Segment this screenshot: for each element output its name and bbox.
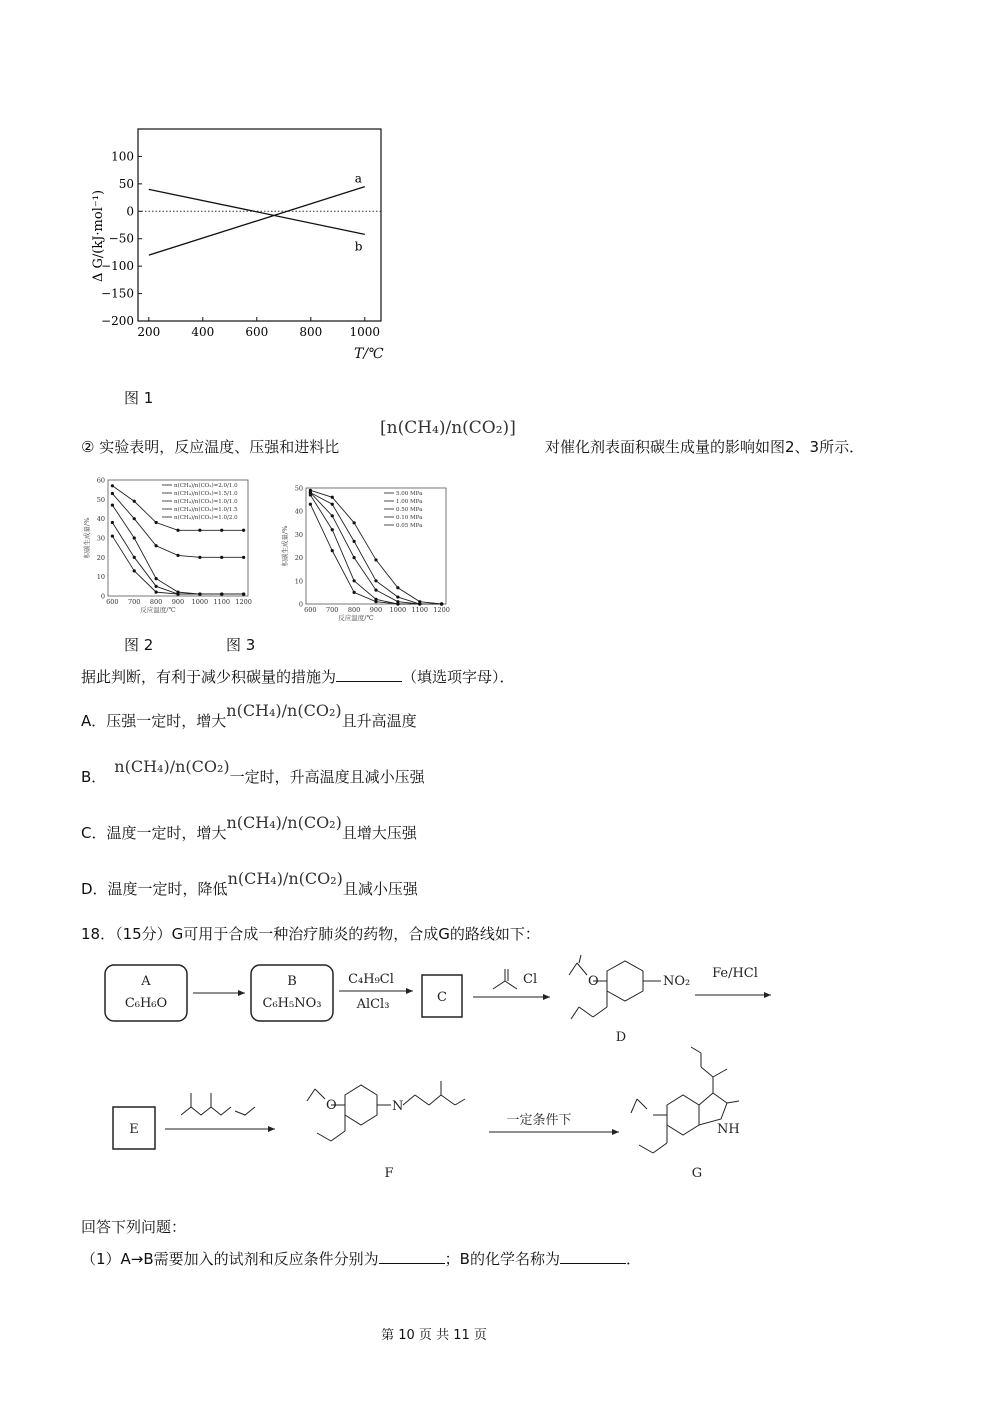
f2-ytick-label: 10 — [96, 573, 105, 582]
f2-ytick-label: 50 — [96, 495, 105, 504]
f3-data-point — [440, 602, 443, 605]
q2-text-after: 对催化剂表面积碳生成量的影响如图2、3所示． — [545, 438, 865, 456]
f2-data-point — [111, 521, 114, 524]
compound-a-formula: C₆H₆O — [124, 996, 168, 1011]
f3-ytick-label: 0 — [298, 600, 303, 609]
ethyl-acetoacetate-structure — [181, 1093, 255, 1115]
f3-ylabel: 积碳生成量/% — [281, 525, 289, 567]
compound-e-label: E — [129, 1122, 139, 1137]
f2-data-point — [111, 534, 114, 537]
compound-f-label: F — [384, 1166, 394, 1181]
figure1-xtick-label: 200 — [137, 325, 161, 339]
f3-legend-label: 5.00 MPa — [396, 491, 423, 497]
f2-data-point — [111, 492, 114, 495]
chlorine-label: Cl — [523, 972, 538, 987]
f3-ytick-label: 30 — [294, 530, 303, 539]
synthesis-scheme — [95, 955, 785, 1185]
f3-xtick-label: 1200 — [433, 606, 450, 614]
figure3-plot — [280, 485, 450, 623]
figure1-ytick-label: 100 — [111, 149, 134, 164]
compound-d-label: D — [615, 1030, 627, 1045]
figure1-series-label: a — [354, 171, 362, 186]
f2-legend-label: n(CH₄)/n(CO₂)=1.5/1.0 — [174, 491, 238, 497]
f3-data-point — [331, 496, 334, 499]
f3-data-point — [418, 602, 421, 605]
f2-ytick-label: 40 — [96, 515, 105, 524]
reagent-fe-hcl: Fe/HCl — [712, 966, 758, 981]
compound-g-label: G — [691, 1166, 703, 1181]
option-d-ratio: n(CH₄)/n(CO₂) — [227, 869, 343, 888]
sub1-part-c: ． — [625, 1250, 641, 1268]
judge-text-after: （填选项字母）． — [402, 668, 515, 686]
f3-ytick-label: 10 — [294, 577, 303, 586]
acetyl-chloride-structure — [493, 969, 517, 989]
f2-data-point — [220, 556, 223, 559]
f2-data-point — [111, 484, 114, 487]
f3-data-point — [309, 493, 312, 496]
f2-data-point — [176, 592, 179, 595]
f3-data-point — [374, 600, 377, 603]
f3-data-point — [374, 588, 377, 591]
option-c-post: 且增大压强 — [341, 824, 417, 842]
figure1-ylabel: Δ G/(kJ·mol⁻¹) — [91, 189, 106, 283]
f2-xtick-label: 1000 — [191, 598, 209, 606]
f2-data-point — [155, 544, 158, 547]
compound-c-label: C — [437, 990, 447, 1005]
f2-xtick-label: 600 — [106, 598, 119, 606]
option-c-ratio: n(CH₄)/n(CO₂) — [226, 813, 342, 832]
compound-b-formula: C₆H₅NO₃ — [262, 996, 322, 1011]
f3-ytick-label: 20 — [294, 554, 303, 563]
f2-ytick-label: 30 — [96, 534, 105, 543]
judge-text-before: 据此判断，有利于减少积碳量的措施为 — [81, 668, 337, 686]
f3-legend-label: 1.00 MPa — [396, 499, 423, 505]
reagent-c4h9cl: C₄H₉Cl — [348, 972, 394, 987]
f3-data-point — [396, 586, 399, 589]
figure1-series-label: b — [354, 239, 363, 254]
f2-data-point — [155, 585, 158, 588]
f2-xlabel: 反应温度/℃ — [140, 606, 176, 614]
compound-b-label: B — [287, 974, 297, 989]
q18-title: 18．（15分）G可用于合成一种治疗肺炎的药物，合成G的路线如下： — [81, 925, 540, 943]
figure2-chart — [80, 472, 255, 622]
f2-ytick-label: 0 — [100, 592, 105, 601]
f2-data-point — [198, 529, 201, 532]
option-c-pre: C．温度一定时，增大 — [81, 824, 227, 842]
f3-data-point — [396, 602, 399, 605]
f2-ytick-label: 20 — [96, 553, 105, 562]
option-a-pre: A．压强一定时，增大 — [81, 712, 227, 730]
f2-data-point — [242, 529, 245, 532]
f2-data-point — [155, 521, 158, 524]
sub-question-1 — [81, 1248, 641, 1269]
f3-ytick-label: 50 — [294, 484, 303, 493]
option-d-pre: D．温度一定时，降低 — [81, 880, 228, 898]
figure1-series-b — [149, 189, 365, 234]
figure1-xtick-label: 400 — [191, 325, 215, 339]
f2-xtick-label: 900 — [171, 598, 185, 606]
f2-data-point — [198, 592, 201, 595]
figure1-xlabel: T/℃ — [354, 346, 384, 362]
figure1-ytick-label: 50 — [118, 176, 134, 191]
answer-blank-2[interactable] — [560, 1251, 626, 1264]
figure1-ytick-label: −150 — [101, 286, 134, 301]
page-footer: 第 10 页 共 11 页 — [381, 1328, 487, 1343]
f3-xtick-label: 800 — [347, 606, 361, 614]
f3-data-point — [353, 579, 356, 582]
f3-xtick-label: 900 — [369, 606, 383, 614]
option-d — [81, 869, 418, 899]
f3-data-point — [331, 549, 334, 552]
option-b-ratio: n(CH₄)/n(CO₂) — [114, 757, 230, 776]
f2-data-point — [242, 592, 245, 595]
option-b-pre: B． — [81, 768, 107, 786]
f2-legend-label: n(CH₄)/n(CO₂)=1.0/2.0 — [174, 515, 238, 521]
f2-data-point — [242, 556, 245, 559]
f3-data-point — [331, 514, 334, 517]
f3-data-point — [353, 591, 356, 594]
f2-series-line — [112, 536, 243, 594]
f2-legend-label: n(CH₄)/n(CO₂)=1.0/1.5 — [174, 507, 238, 513]
f3-xtick-label: 600 — [304, 606, 317, 614]
f2-data-point — [155, 591, 158, 594]
f-oxygen-label: O — [326, 1098, 337, 1113]
figure1-series-a — [149, 187, 365, 256]
f3-data-point — [353, 556, 356, 559]
compound-a-label: A — [141, 974, 151, 989]
f2-data-point — [176, 554, 179, 557]
figure1-plot — [101, 129, 381, 339]
option-d-post: 且减小压强 — [342, 880, 418, 898]
option-a-ratio: n(CH₄)/n(CO₂) — [226, 701, 342, 720]
f2-xtick-label: 1100 — [213, 598, 231, 606]
condition-text: 一定条件下 — [506, 1113, 572, 1128]
sub1-part-b: ；B的化学名称为 — [444, 1250, 560, 1268]
q2-text-before: ② 实验表明，反应温度、压强和进料比 — [81, 438, 340, 456]
option-a-post: 且升高温度 — [341, 712, 417, 730]
f2-data-point — [220, 529, 223, 532]
f2-ytick-label: 60 — [96, 476, 105, 485]
f3-data-point — [396, 595, 399, 598]
f3-data-point — [331, 503, 334, 506]
f2-data-point — [133, 517, 136, 520]
f3-legend-label: 0.05 MPa — [396, 523, 423, 529]
f3-data-point — [374, 579, 377, 582]
f2-data-point — [133, 556, 136, 559]
figure1-xtick-label: 800 — [299, 325, 323, 339]
f2-legend-label: n(CH₄)/n(CO₂)=2.0/1.0 — [174, 483, 238, 489]
f2-series-line — [112, 523, 243, 595]
f2-xtick-label: 1200 — [235, 598, 252, 606]
f3-ytick-label: 40 — [294, 507, 303, 516]
f3-frame — [306, 488, 446, 604]
figure1-chart — [80, 118, 410, 368]
f2-legend-label: n(CH₄)/n(CO₂)=1.0/1.0 — [174, 499, 238, 505]
f2-data-point — [176, 529, 179, 532]
answer-blank-1[interactable] — [379, 1251, 445, 1264]
figure1-ytick-label: −50 — [108, 231, 134, 246]
figure1-frame — [138, 129, 381, 321]
f2-data-point — [133, 569, 136, 572]
figure3-caption: 图 3 — [226, 636, 256, 654]
q2-ratio: [n(CH₄)/n(CO₂)] — [380, 418, 516, 438]
f2-data-point — [155, 577, 158, 580]
f3-data-point — [353, 521, 356, 524]
sub1-part-a: （1）A→B需要加入的试剂和反应条件分别为 — [81, 1250, 379, 1268]
figure1-xtick-label: 600 — [245, 325, 269, 339]
option-b-post: 一定时，升高温度且减小压强 — [229, 768, 425, 786]
d-oxygen-label: O — [588, 974, 599, 989]
figure2-plot — [82, 477, 252, 615]
f2-data-point — [111, 504, 114, 507]
f3-xtick-label: 1100 — [411, 606, 429, 614]
f3-xtick-label: 1000 — [389, 606, 407, 614]
f3-xtick-label: 700 — [326, 606, 339, 614]
f3-data-point — [331, 528, 334, 531]
figure1-ytick-label: −100 — [101, 259, 134, 274]
f3-legend-label: 0.50 MPa — [396, 507, 423, 513]
answer-intro: 回答下列问题： — [81, 1218, 187, 1236]
f-nitrogen-label: N — [392, 1099, 404, 1114]
option-b — [81, 757, 425, 787]
figure1-ytick-label: −200 — [101, 314, 134, 328]
f3-data-point — [374, 558, 377, 561]
figure1-caption: 图 1 — [124, 389, 154, 407]
f3-data-point — [353, 540, 356, 543]
answer-blank[interactable] — [336, 669, 402, 682]
compound-g-structure — [631, 1047, 739, 1153]
f3-xlabel: 反应温度/℃ — [338, 614, 374, 622]
f2-data-point — [198, 556, 201, 559]
judge-line — [81, 666, 515, 687]
compound-d-structure — [569, 955, 661, 1019]
figure2-caption: 图 2 — [124, 636, 154, 654]
f2-data-point — [220, 592, 223, 595]
figure3-chart — [278, 480, 453, 622]
f2-xtick-label: 700 — [128, 598, 141, 606]
reagent-alcl3: AlCl₃ — [356, 997, 390, 1012]
option-a — [81, 701, 417, 731]
g-nh-label: NH — [717, 1122, 740, 1137]
f3-legend-label: 0.10 MPa — [396, 515, 423, 521]
d-no2-label: NO₂ — [663, 974, 691, 989]
f3-data-point — [309, 503, 312, 506]
f2-ylabel: 积碳生成量/% — [83, 517, 91, 559]
figure1-ytick-label: 0 — [126, 204, 134, 219]
f2-data-point — [133, 536, 136, 539]
figure1-xtick-label: 1000 — [349, 325, 381, 339]
option-c — [81, 813, 417, 843]
f2-data-point — [133, 500, 136, 503]
f2-xtick-label: 800 — [149, 598, 163, 606]
